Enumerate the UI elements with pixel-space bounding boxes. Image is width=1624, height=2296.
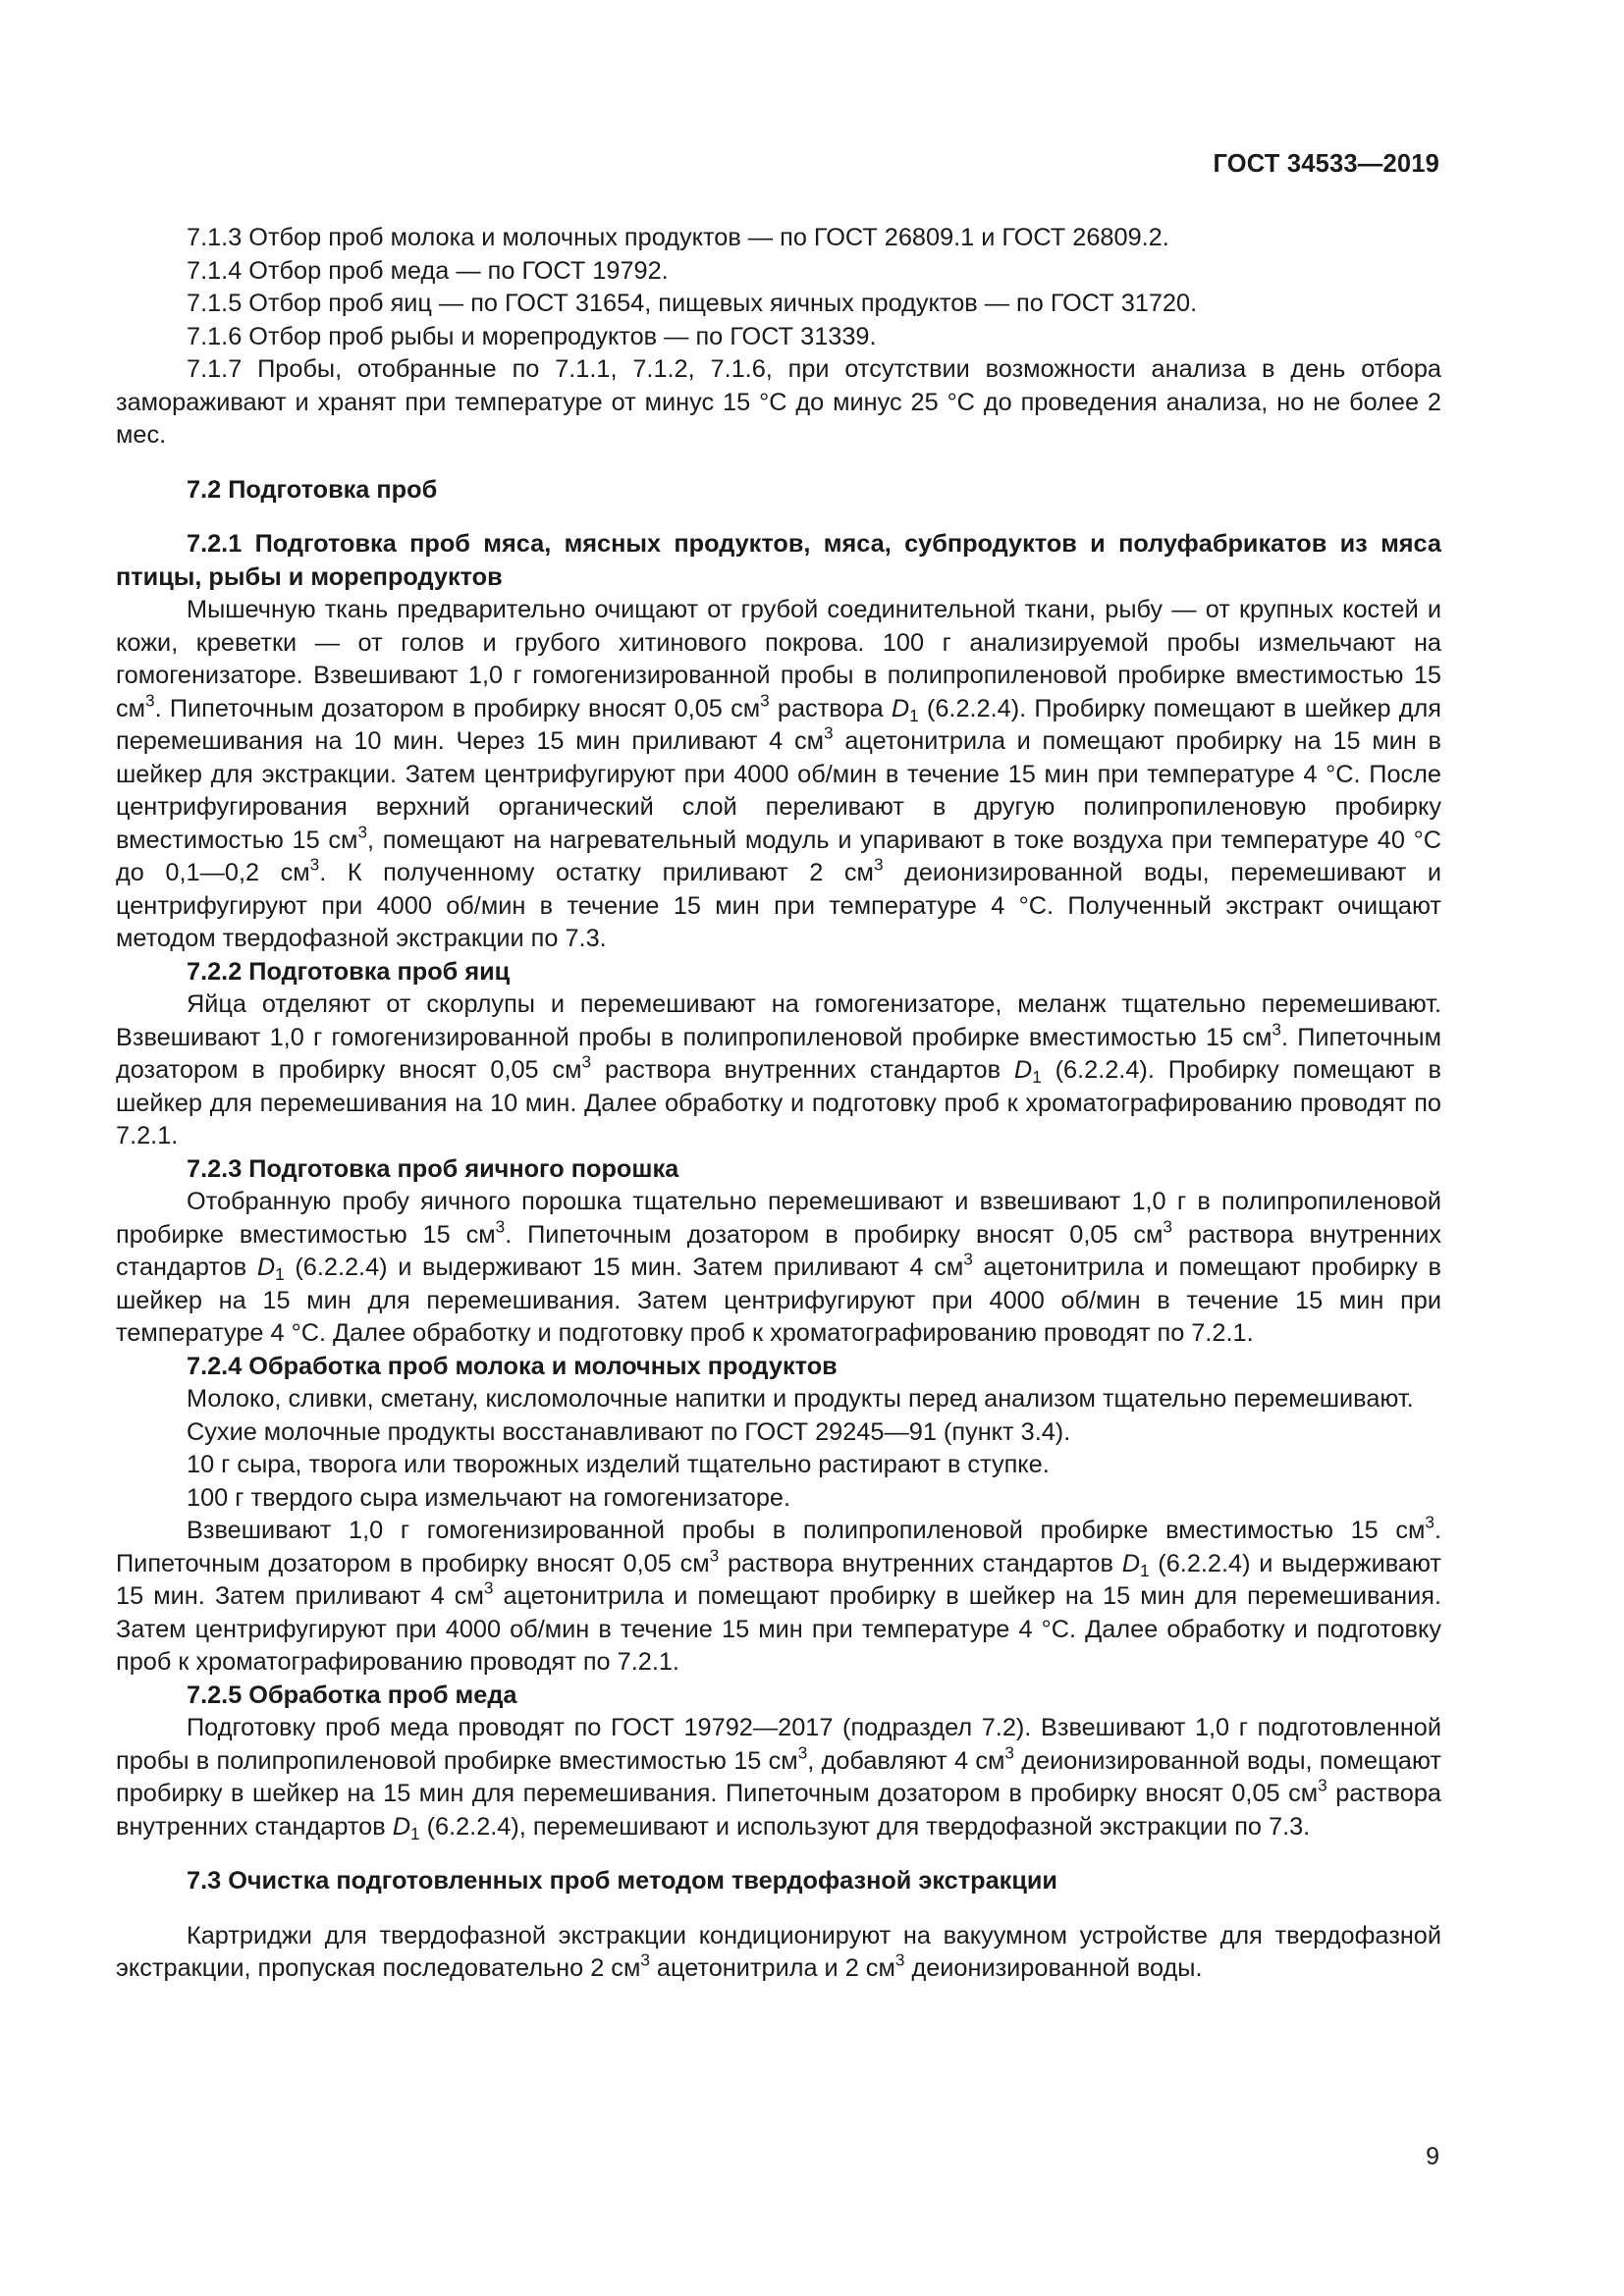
heading-7-2-2: 7.2.2 Подготовка проб яиц (187, 957, 511, 986)
heading-7-2: 7.2 Подготовка проб (187, 475, 438, 504)
paragraph-7-2-4-milk: Молоко, сливки, сметану, кисломолочные напитки и продукты перед анализом тщательно перемешивают. (187, 1385, 1414, 1413)
heading-7-2-5: 7.2.5 Обработка проб меда (187, 1681, 517, 1709)
page-number: 9 (1426, 2143, 1439, 2170)
paragraph-7-1-4: 7.1.4 Отбор проб меда — по ГОСТ 19792. (187, 256, 669, 285)
standard-designation: ГОСТ 34533—2019 (1213, 150, 1439, 178)
heading-7-2-1: 7.2.1 Подготовка проб мяса, мясных продуктов, мяса, субпродуктов и полуфабрикатов из мяса птицы, рыбы и морепродуктов (116, 530, 1441, 591)
document-body (116, 222, 1441, 1986)
paragraph-7-2-5: Подготовку проб меда проводят по ГОСТ 19792—2017 (подраздел 7.2). Взвешивают 1,0 г подготовленной пробы в полипропиленовой пробирке вместимостью 15 $см^3$, добавляют 4 $см^3$ деионизированной воды, помещают пробирку в шейкер на 15 мин для перемешивания. Пипеточным дозатором в пробирку вносят 0,05 $см^3$ раствора внутренних стандартов $D_1$ (6.2.2.4), перемешивают и используют для твердофазной экстракции по 7.3. (116, 1714, 1442, 1843)
heading-7-3: 7.3 Очистка подготовленных проб методом твердофазной экстракции (187, 1867, 1057, 1895)
heading-7-2-3: 7.2.3 Подготовка проб яичного порошка (187, 1154, 679, 1183)
paragraph-7-3: Картриджи для твердофазной экстракции кондиционируют на вакуумном устройстве для твердофазной экстракции, пропуская последовательно 2 $см^3$ ацетонитрила и 2 $см^3$ деионизированной воды. (116, 1921, 1441, 1982)
paragraph-7-1-6: 7.1.6 Отбор проб рыбы и морепродуктов — по ГОСТ 31339. (187, 322, 877, 350)
paragraph-7-2-4-cheese: 10 г сыра, творога или творожных изделий тщательно растирают в ступке. (187, 1451, 1050, 1478)
paragraph-7-2-1: Мышечную ткань предварительно очищают от грубой соединительной ткани, рыбу — от крупных костей и кожи, креветки — от голов и грубого хитинового покрова. 100 г анализируемой пробы измельчают на гомогенизаторе. Взвешивают 1,0 г гомогенизированной пробы в полипропиленовой пробирке вместимостью 15 $см^3$. Пипеточным дозатором в пробирку вносят 0,05 $см^3$ раствора $D_1$ (6.2.2.4). Пробирку помещают в шейкер для перемешивания на 10 мин. Через 15 мин приливают 4 $см^3$ ацетонитрила и помещают пробирку на 15 мин в шейкер для экстракции. Затем центрифугируют при 4000 об/мин в течение 15 мин при температуре 4 °С. После центрифугирования верхний органический слой переливают в другую полипропиленовую пробирку вместимостью 15 $см^3$, помещают на нагревательный модуль и упаривают в токе воздуха при температуре 40 °С до 0,1—0,2 $см^3$. К полученному остатку приливают 2 $см^3$ деионизированной воды, перемешивают и центрифугируют при 4000 об/мин в течение 15 мин при температуре 4 °С. Полученный экстракт очищают методом твердофазной экстракции по 7.3. (116, 596, 1442, 952)
paragraph-7-1-5: 7.1.5 Отбор проб яиц — по ГОСТ 31654, пищевых яичных продуктов — по ГОСТ 31720. (187, 290, 1198, 317)
paragraph-7-1-3: 7.1.3 Отбор проб молока и молочных продуктов — по ГОСТ 26809.1 и ГОСТ 26809.2. (187, 224, 1169, 251)
paragraph-7-2-2: Яйца отделяют от скорлупы и перемешивают на гомогенизаторе, меланж тщательно перемешивают. Взвешивают 1,0 г гомогенизированной пробы в полипропиленовой пробирке вместимостью 15 $см^3$. Пипеточным дозатором в пробирку вносят 0,05 $см^3$ раствора внутренних стандартов $D_1$ (6.2.2.4). Пробирку помещают в шейкер для перемешивания на 10 мин. Далее обработку и подготовку проб к хроматографированию проводят по 7.2.1. (116, 990, 1441, 1149)
paragraph-7-1-7: 7.1.7 Пробы, отобранные по 7.1.1, 7.1.2, 7.1.6, при отсутствии возможности анализа в день отбора замораживают и хранят при температуре от минус 15 °С до минус 25 °С до проведения анализа, но не более 2 мес. (116, 355, 1441, 449)
heading-7-2-4: 7.2.4 Обработка проб молока и молочных продуктов (187, 1352, 838, 1380)
paragraph-7-2-4-hard-cheese: 100 г твердого сыра измельчают на гомогенизаторе. (187, 1483, 791, 1512)
paragraph-7-2-3: Отобранную пробу яичного порошка тщательно перемешивают и взвешивают 1,0 г в полипропиленовой пробирке вместимостью 15 $см^3$. Пипеточным дозатором в пробирку вносят 0,05 $см^3$ раствора внутренних стандартов $D_1$ (6.2.2.4) и выдерживают 15 мин. Затем приливают 4 $см^3$ ацетонитрила и помещают пробирку в шейкер на 15 мин для перемешивания. Затем центрифугируют при 4000 об/мин в течение 15 мин при температуре 4 °С. Далее обработку и подготовку проб к хроматографированию проводят по 7.2.1. (116, 1188, 1441, 1347)
paragraph-7-2-4-dry: Сухие молочные продукты восстанавливают по ГОСТ 29245—91 (пункт 3.4). (187, 1417, 1071, 1446)
paragraph-7-2-4-procedure: Взвешивают 1,0 г гомогенизированной пробы в полипропиленовой пробирке вместимостью 15 $см^3$. Пипеточным дозатором в пробирку вносят 0,05 $см^3$ раствора внутренних стандартов $D_1$ (6.2.2.4) и выдерживают 15 мин. Затем приливают 4 $см^3$ ацетонитрила и помещают пробирку в шейкер на 15 мин для перемешивания. Затем центрифугируют при 4000 об/мин в течение 15 мин при температуре 4 °С. Далее обработку и подготовку проб к хроматографированию проводят по 7.2.1. (116, 1512, 1442, 1676)
